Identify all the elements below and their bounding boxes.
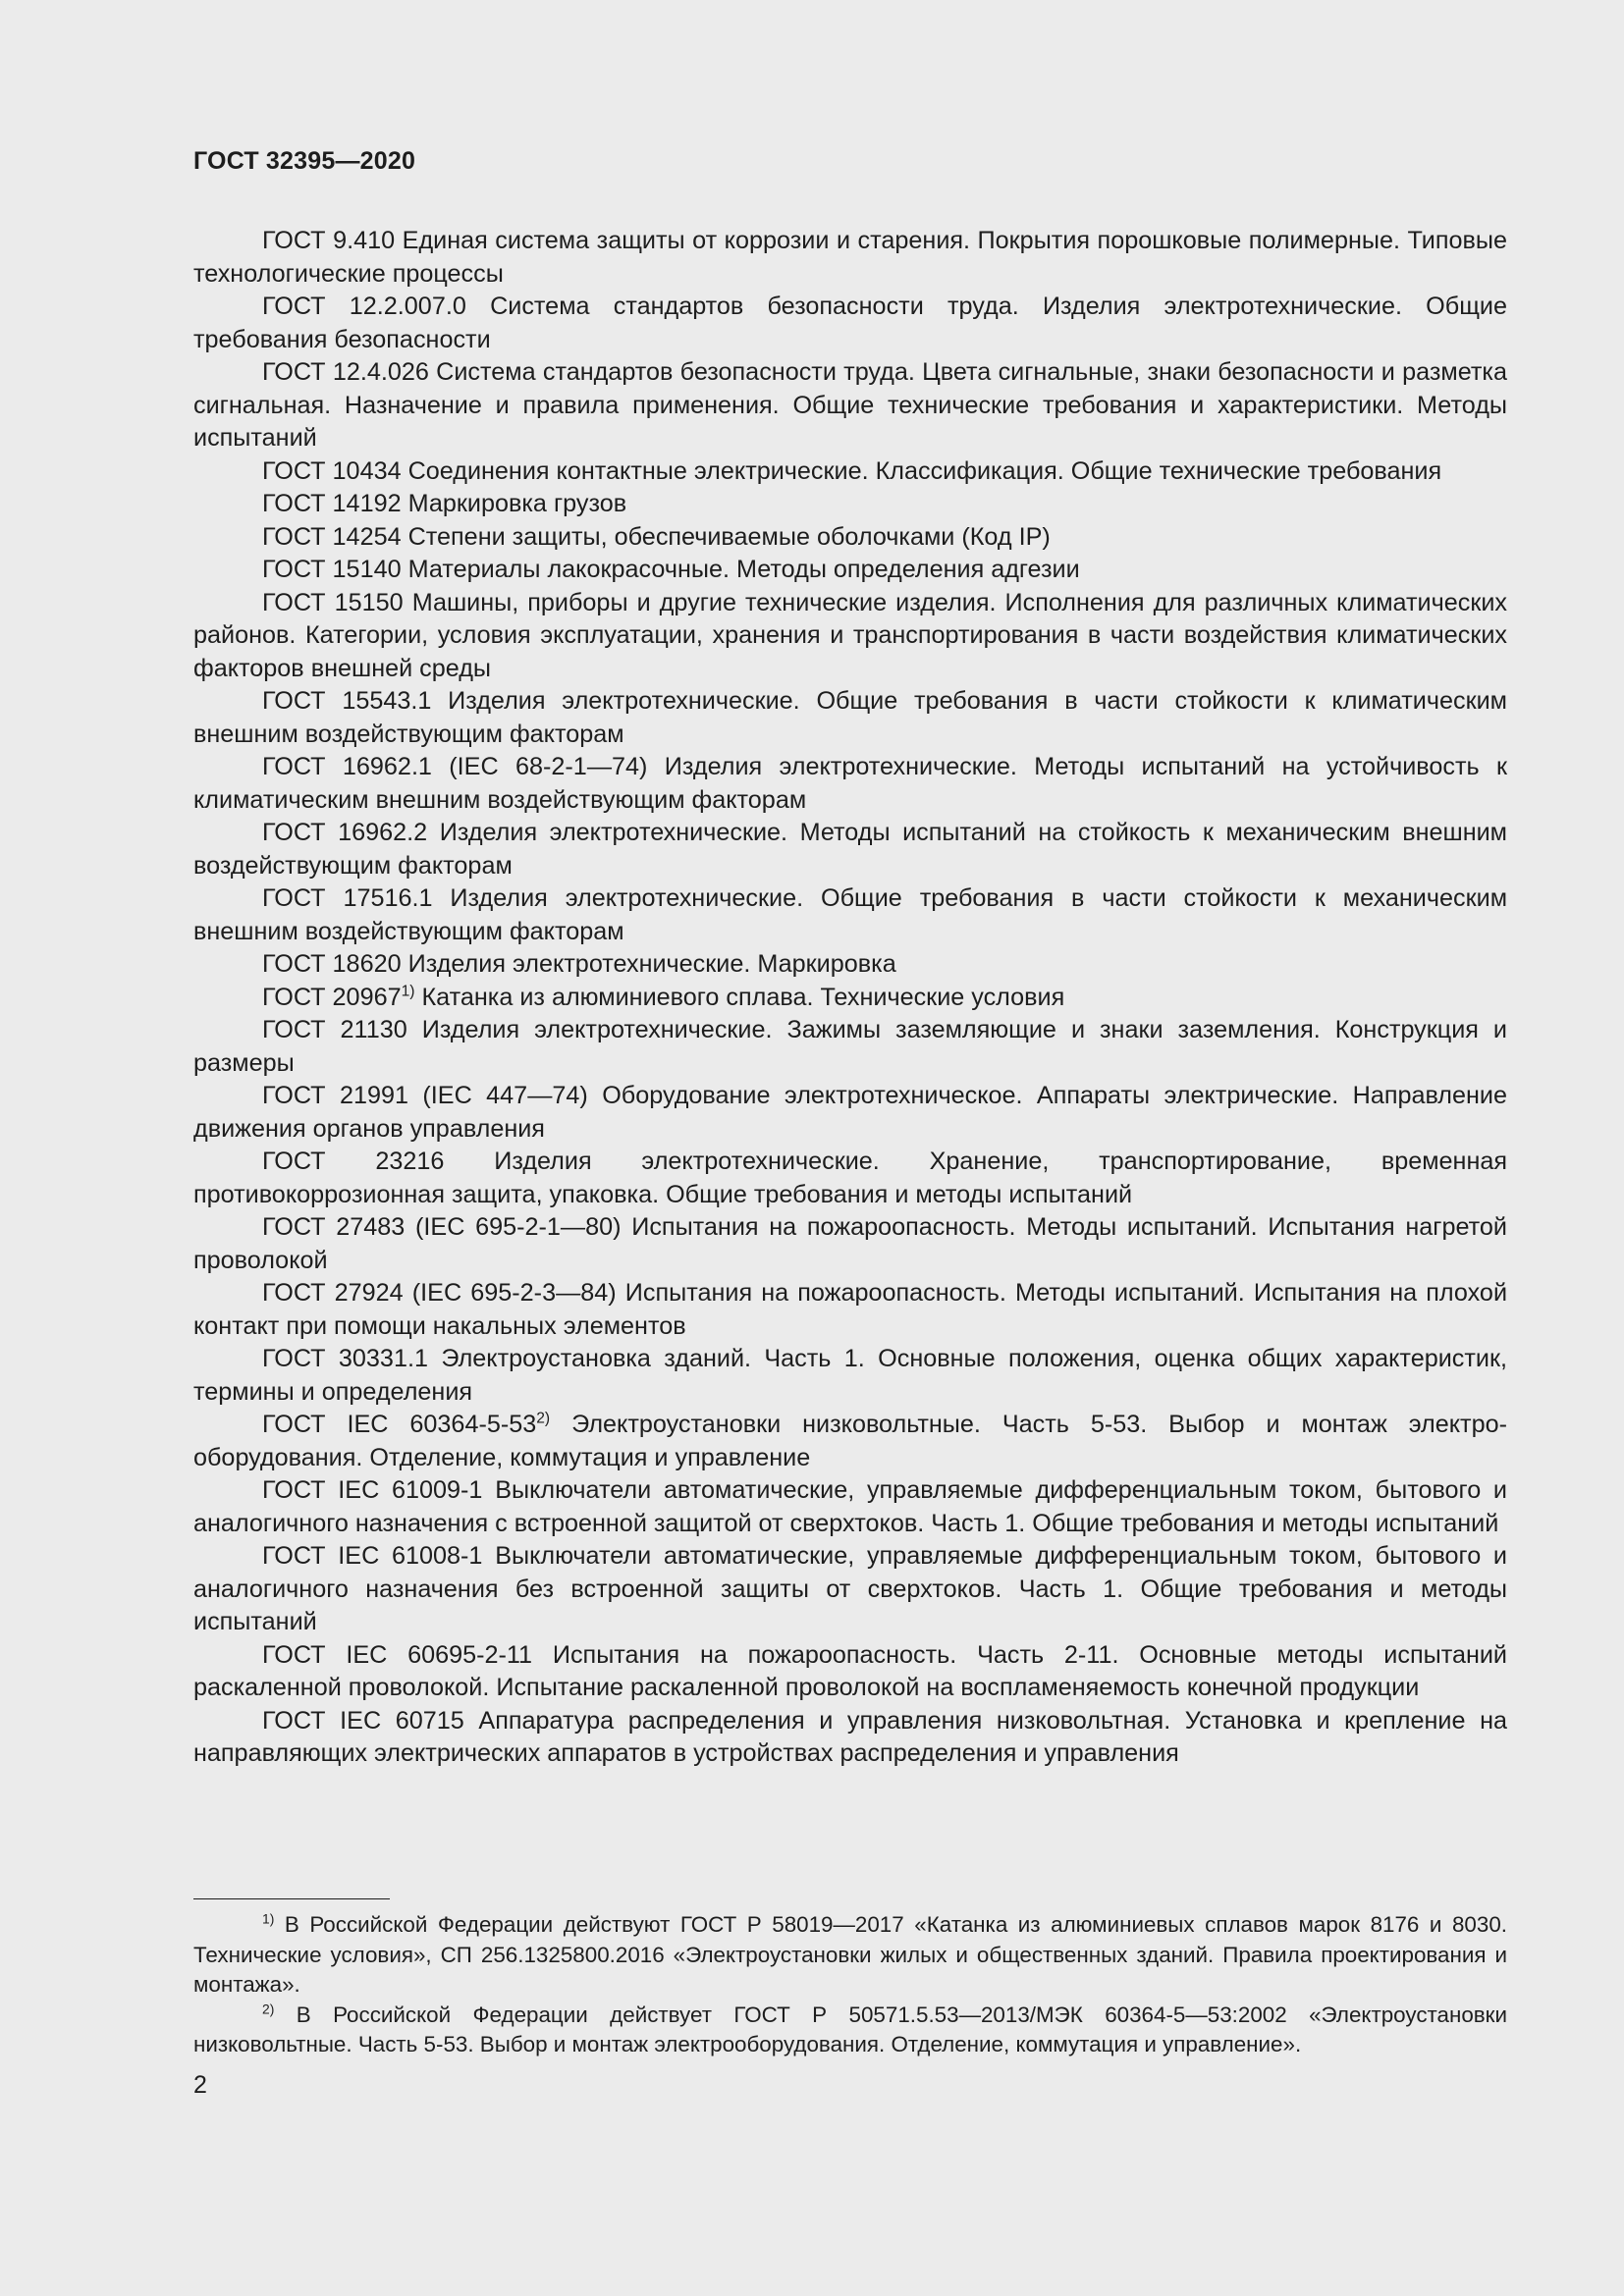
reference-item [193, 1080, 1507, 1146]
reference-code: ГОСТ 15140 [262, 556, 402, 583]
reference-item [193, 685, 1507, 751]
reference-item [193, 1277, 1507, 1343]
reference-item [193, 1540, 1507, 1639]
reference-title: Электроустановка зданий. Часть 1. Основные положения, оценка общих характеристик, термины и определения [193, 1345, 1507, 1406]
reference-title: Испытания на пожароопасность. Часть 2-11. Основные методы испытаний раскаленной проволокой. Испытание раскаленной проволокой на воспламеняемость конечной продукции [193, 1640, 1507, 1701]
footnote-marker: 1) [401, 983, 415, 1000]
page-number: 2 [193, 2071, 207, 2099]
reference-title: Катанка из алюминиевого сплава. Технические условия [421, 983, 1065, 1011]
footnote-marker: 2) [536, 1410, 551, 1427]
reference-item [193, 1474, 1507, 1540]
reference-item [193, 291, 1507, 356]
reference-title: Соединения контактные электрические. Классификация. Общие технические требования [407, 456, 1442, 485]
reference-item [193, 521, 1507, 555]
reference-code: ГОСТ 21991 (IEC 447—74) [262, 1082, 588, 1109]
reference-item [193, 1014, 1507, 1080]
reference-code: ГОСТ 27483 (IEC 695-2-1—80) [262, 1213, 622, 1241]
reference-title: Электроустановки низковольтные. Часть 5-53. Выбор и монтаж электрооборудования. Отделение, коммутация и управление [193, 1411, 1507, 1471]
reference-item [193, 1705, 1507, 1771]
reference-item [193, 356, 1507, 455]
reference-title: Изделия электротехнические. Общие требования в части стойкости к климатическим внешним воздействующим факторам [193, 687, 1507, 748]
reference-title: Изделия электротехнические. Маркировка [407, 950, 896, 978]
reference-code: ГОСТ 16962.2 [262, 819, 428, 846]
reference-code: ГОСТ IEC 61009-1 [262, 1476, 483, 1504]
reference-code: ГОСТ 27924 (IEC 695-2-3—84) [262, 1279, 617, 1307]
reference-item [193, 948, 1507, 982]
reference-title: Выключатели автоматические, управляемые дифференциальным током, бытового и аналогичного назначения без встроенной защиты от сверхтоков. Часть 1. Общие требования и методы испытаний [193, 1542, 1507, 1635]
reference-item [193, 1343, 1507, 1409]
reference-title: Выключатели автоматические, управляемые дифференциальным током, бытового и аналогичного назначения с встроенной защитой от сверхтоков. Часть 1. Общие требования и методы испытаний [193, 1476, 1507, 1537]
reference-title: Маркировка грузов [407, 490, 627, 517]
reference-title: Изделия электротехнические. Зажимы заземляющие и знаки заземления. Конструкция и размеры [193, 1016, 1507, 1077]
normative-references [193, 225, 1507, 1771]
reference-item [193, 982, 1507, 1015]
reference-title: Изделия электротехнические. Методы испытаний на устойчивость к климатическим внешним воздействующим факторам [193, 753, 1508, 814]
reference-item [193, 1146, 1507, 1211]
reference-item [193, 554, 1507, 587]
reference-item [193, 488, 1507, 521]
reference-item [193, 1409, 1507, 1474]
reference-code: ГОСТ 23216 [262, 1148, 445, 1175]
reference-title: Система стандартов безопасности труда. Цвета сигнальные, знаки безопасности и разметка сигнальная. Назначение и правила применения. Общие технические требования и характеристики. Методы испытаний [193, 358, 1507, 452]
reference-code: ГОСТ 12.4.026 [262, 358, 429, 386]
reference-title: Изделия электротехнические. Методы испытаний на стойкость к механическим внешним воздействующим факторам [193, 819, 1507, 880]
reference-title: Единая система защиты от коррозии и старения. Покрытия порошковые полимерные. Типовые технологические процессы [193, 227, 1507, 288]
reference-code: ГОСТ 17516.1 [262, 884, 433, 912]
footnote-separator [193, 1898, 390, 1899]
reference-item [193, 587, 1507, 686]
reference-code: ГОСТ 21130 [262, 1016, 407, 1043]
reference-title: Оборудование электротехническое. Аппараты электрические. Направление движения органов управления [193, 1082, 1507, 1143]
reference-code: ГОСТ 18620 [262, 950, 402, 978]
footnote-mark: 1) [262, 1910, 275, 1927]
reference-code: ГОСТ 9.410 [262, 227, 396, 254]
footnote [193, 1910, 1507, 2001]
reference-code: ГОСТ 15150 [262, 588, 404, 616]
reference-title: Испытания на пожароопасность. Методы испытаний. Испытания на плохой контакт при помощи накальных элементов [193, 1279, 1508, 1340]
footnote-mark: 2) [262, 2001, 275, 2017]
reference-item [193, 1211, 1507, 1277]
reference-title: Изделия электротехнические. Общие требования в части стойкости к механическим внешним воздействующим факторам [193, 884, 1508, 945]
reference-title: Испытания на пожароопасность. Методы испытаний. Испытания нагретой проволокой [193, 1213, 1507, 1274]
reference-code: ГОСТ 16962.1 (IEC 68-2-1—74) [262, 753, 648, 780]
reference-item [193, 817, 1507, 882]
reference-title: Изделия электротехнические. Хранение, транспортирование, временная противокоррозионная защита, упаковка. Общие требования и методы испытаний [193, 1148, 1508, 1208]
reference-code: ГОСТ 30331.1 [262, 1345, 428, 1372]
reference-code: ГОСТ IEC 60715 [262, 1706, 464, 1735]
reference-code: ГОСТ 10434 [262, 456, 402, 485]
reference-code: ГОСТ IEC 60364-5-53 [262, 1411, 537, 1438]
footnote-text: В Российской Федерации действует ГОСТ Р 50571.5.53—2013/МЭК 60364-5—53:2002 «Электроустановки низковольтные. Часть 5-53. Выбор и монтаж электрооборудования. Отделение, коммутация и управление». [193, 2002, 1507, 2056]
footnote-text: В Российской Федерации действуют ГОСТ Р 58019—2017 «Катанка из алюминиевых сплавов марок 8176 и 8030. Технические условия», СП 256.1325800.2016 «Электроустановки жилых и общественных зданий. Правила проектирования и монтажа». [193, 1912, 1507, 1997]
reference-code: ГОСТ IEC 61008-1 [262, 1542, 483, 1570]
reference-code: ГОСТ 14254 [262, 522, 402, 551]
reference-title: Аппаратура распределения и управления низковольтная. Установка и крепление на направляющих электрических аппаратов в устройствах распределения и управления [193, 1706, 1508, 1767]
reference-code: ГОСТ 12.2.007.0 [262, 293, 466, 320]
reference-code: ГОСТ 14192 [262, 490, 402, 517]
reference-item [193, 1639, 1507, 1705]
reference-code: ГОСТ 20967 [262, 983, 402, 1011]
reference-title: Система стандартов безопасности труда. Изделия электротехнические. Общие требования безопасности [193, 293, 1507, 353]
reference-title: Материалы лакокрасочные. Методы определения адгезии [407, 556, 1080, 583]
reference-item [193, 455, 1507, 489]
reference-title: Степени защиты, обеспечиваемые оболочками (Код IP) [407, 522, 1051, 551]
reference-item [193, 225, 1507, 291]
document-header: ГОСТ 32395—2020 [193, 147, 416, 175]
reference-item [193, 751, 1507, 817]
reference-item [193, 882, 1507, 948]
reference-code: ГОСТ 15543.1 [262, 687, 432, 715]
reference-code: ГОСТ IEC 60695-2-11 [262, 1640, 533, 1669]
footnote [193, 2001, 1507, 2060]
reference-title: Машины, приборы и другие технические изделия. Исполнения для различных климатических районов. Категории, условия эксплуатации, хранения и транспортирования в части воздействия климатических факторов внешней среды [193, 588, 1508, 682]
footnotes [193, 1910, 1507, 2060]
